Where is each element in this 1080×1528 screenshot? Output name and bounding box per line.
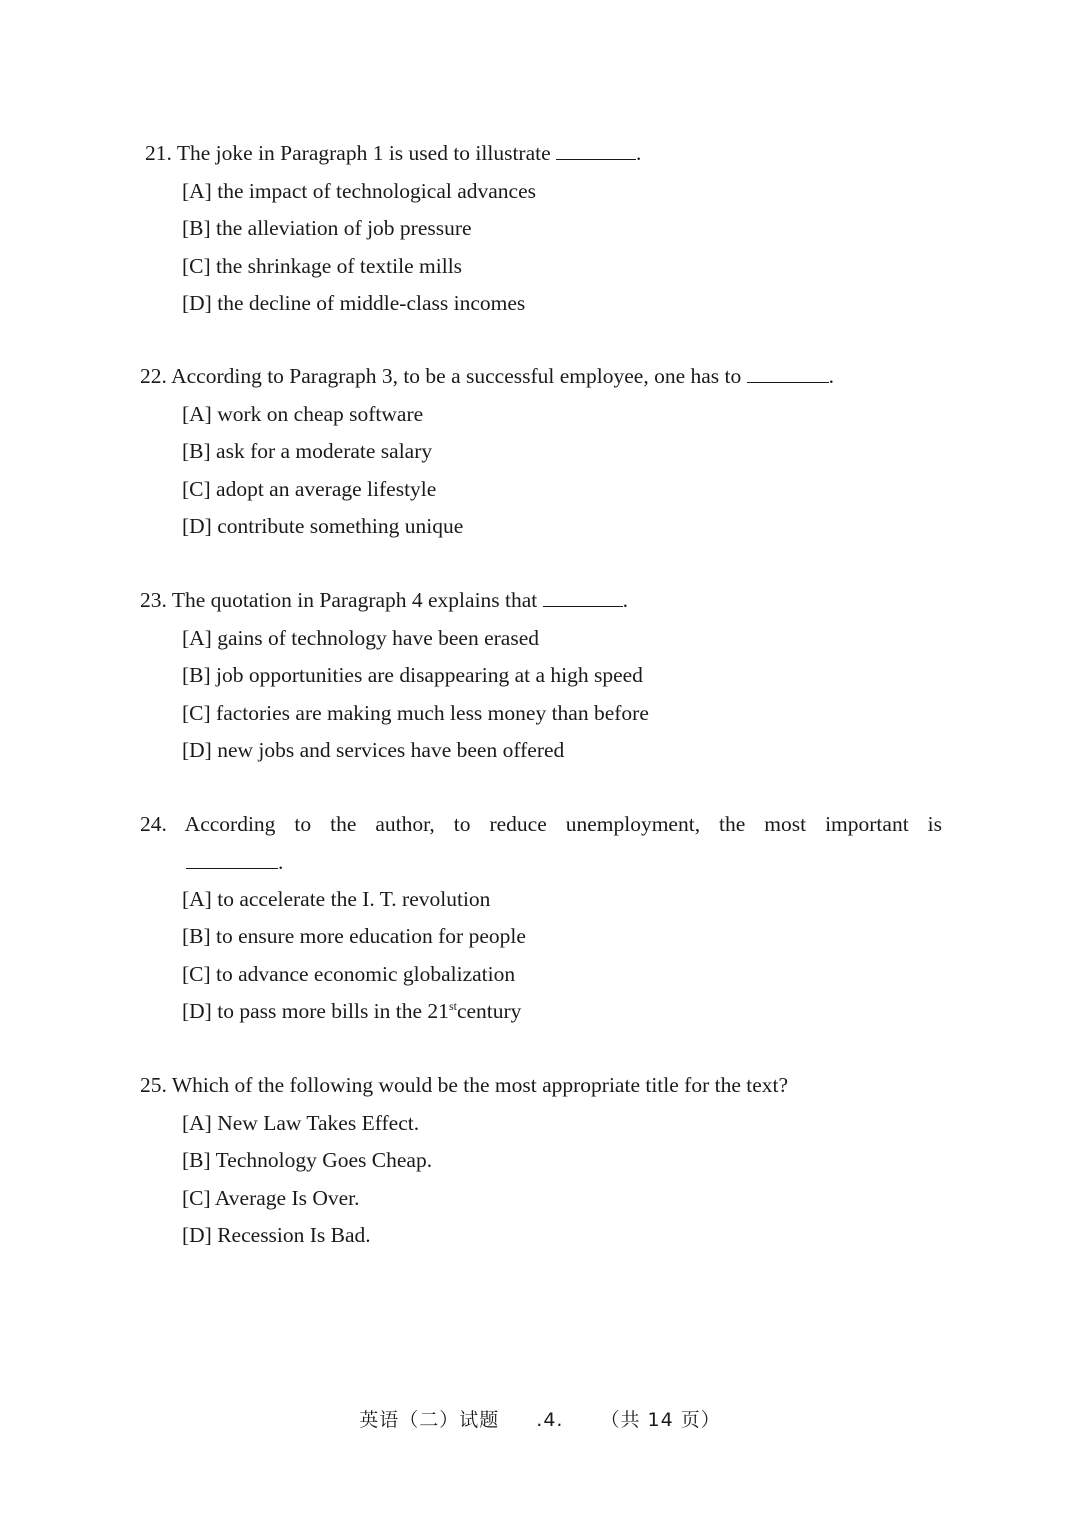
question-number: 22. [140,364,167,388]
question-23-stem [140,586,942,614]
answer-blank [747,362,829,383]
question-text: According to Paragraph 3, to be a successful employee, one has to [171,364,742,388]
question-text: The quotation in Paragraph 4 explains that [171,588,538,612]
option-d: [D] Recession Is Bad. [182,1223,371,1247]
page-footer [0,1406,1080,1434]
option-c: [C] Average Is Over. [182,1185,360,1210]
question-text: The joke in Paragraph 1 is used to illustrate [176,141,551,165]
ordinal-suffix: st [448,998,457,1013]
stem-end: . [278,850,284,874]
option-d-text: [D] to pass more bills in the 21 [182,999,449,1023]
question-25 [140,1071,942,1249]
question-22 [140,362,942,540]
option-c: [C] the shrinkage of textile mills [182,253,463,278]
question-25-stem [140,1071,942,1099]
option-a: [A] to accelerate the I. T. revolution [182,886,491,911]
option-d: [D] contribute something unique [182,514,464,538]
stem-end: . [622,588,629,612]
option-b: [B] Technology Goes Cheap. [182,1148,433,1172]
footer-total-pages: （共 14 页） [600,1409,721,1431]
option-b: [B] the alleviation of job pressure [182,216,472,240]
option-a: [A] gains of technology have been erased [182,625,539,650]
question-number: 25. [140,1073,167,1097]
question-number: 21. [145,141,172,165]
option-a: [A] work on cheap software [182,401,424,426]
options-list [140,1109,942,1250]
question-23 [140,586,942,764]
answer-blank [556,139,636,160]
question-22-stem [140,362,942,390]
answer-blank [186,848,278,869]
stem-end: . [636,141,642,165]
option-d: [D] the decline of middle-class incomes [182,291,526,315]
question-number: 24. [140,812,167,836]
option-c: [C] factories are making much less money than before [182,700,649,725]
option-b: [B] to ensure more education for people [182,924,526,948]
question-number: 23. [140,588,167,612]
option-c: [C] to advance economic globalization [182,961,516,986]
footer-subject: 英语（二）试题 [359,1409,500,1431]
option-d: [D] new jobs and services have been offered [182,738,565,762]
question-24 [140,810,942,1025]
option-d [182,997,942,1025]
question-24-stem [140,810,942,838]
option-b: [B] ask for a moderate salary [182,439,433,463]
option-c: [C] adopt an average lifestyle [182,476,437,501]
question-21 [145,139,947,317]
stem-end: . [828,364,834,388]
option-a: [A] the impact of technological advances [182,178,537,203]
options-list [145,177,947,318]
option-b: [B] job opportunities are disappearing at a high speed [182,663,643,687]
options-list [140,400,942,541]
option-d-tail: century [456,999,522,1023]
question-21-stem [145,139,947,167]
question-24-blank-line [186,848,942,876]
answer-blank [543,586,623,607]
question-text: According to the author, to reduce unemployment, the most important is [184,812,942,836]
option-a: [A] New Law Takes Effect. [182,1110,420,1135]
options-list [140,885,942,1026]
question-text: Which of the following would be the most appropriate title for the text? [171,1073,789,1097]
options-list [140,624,942,765]
footer-page-number: .4. [536,1409,564,1431]
